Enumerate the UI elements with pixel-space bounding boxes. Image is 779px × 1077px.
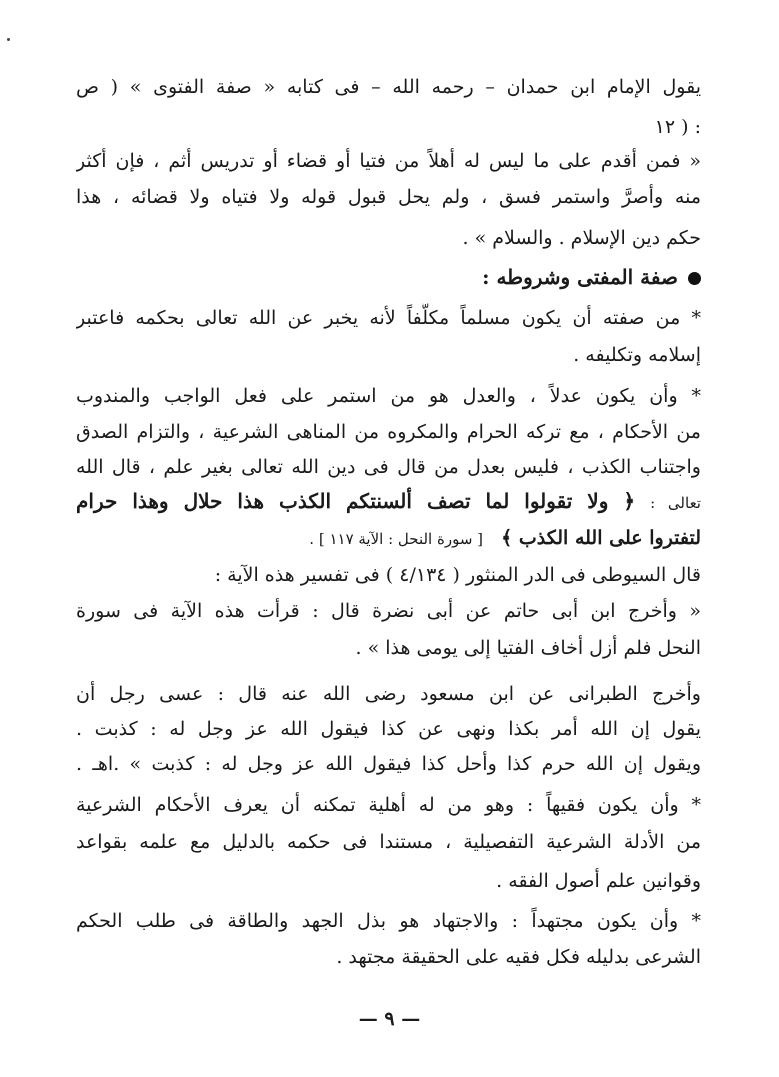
text-line: من الأحكام ، مع تركه الحرام والمكروه من المناهى الشرعية ، والتزام الصدق xyxy=(76,421,701,443)
scan-speck xyxy=(7,38,10,41)
section-heading xyxy=(76,262,701,292)
quran-verse-text: ﴿ ولا تقولوا لما تصف ألسنتكم الكذب هذا حلال وهذا حرام xyxy=(76,489,636,513)
text-line: واجتناب الكذب ، فليس بعدل من قال فى دين الله تعالى بغير علم ، قال الله xyxy=(76,456,701,478)
text-line: حكم دين الإسلام . والسلام » . xyxy=(462,227,701,249)
quran-verse-text: لتفتروا على الله الكذب ﴾ xyxy=(501,527,701,549)
text-line: إسلامه وتكليفه . xyxy=(573,344,701,366)
quran-verse-line xyxy=(76,486,701,518)
text-line: وقوانين علم أصول الفقه . xyxy=(496,870,701,892)
text-line: * وأن يكون مجتهداً : والاجتهاد هو بذل الجهد والطاقة فى طلب الحكم xyxy=(76,910,701,932)
text-line: « وأخرج ابن أبى حاتم عن أبى نضرة قال : قرأت هذه الآية فى سورة xyxy=(76,600,701,622)
bullet-icon xyxy=(688,272,701,285)
text-line: منه وأصرَّ واستمر فسق ، ولم يحل قبول قوله ولا فتياه ولا قضائه ، هذا xyxy=(76,186,701,208)
text-line: يقول الإمام ابن حمدان – رحمه الله – فى كتابه « صفة الفتوى » ( ص xyxy=(76,76,701,98)
text-line: « فمن أقدم على ما ليس له أهلاً من فتيا أو قضاء أو تدريس أثم ، فإن أكثر xyxy=(76,150,701,172)
text-line: ويقول إن الله حرم كذا وأحل كذا فيقول الله عز وجل له : كذبت » .اهـ . xyxy=(76,753,701,775)
text-line: قال السيوطى فى الدر المنثور ( ٤/١٣٤ ) فى تفسير هذه الآية : xyxy=(214,564,701,586)
text-line: * من صفته أن يكون مسلماً مكلَّفاً لأنه يخبر عن الله تعالى بحكمه فاعتبر xyxy=(76,307,701,329)
text-line: يقول إن الله أمر بكذا ونهى عن كذا فيقول الله عز وجل له : كذبت . xyxy=(76,718,701,740)
text-line: من الأدلة الشرعية التفصيلية ، مستندا فى حكمه بالدليل مع علمه بقواعد xyxy=(76,831,701,853)
text-line: النحل فلم أزل أخاف الفتيا إلى يومى هذا » . xyxy=(355,637,701,659)
page-number: — ٩ — xyxy=(358,1008,421,1030)
quran-verse-line xyxy=(76,523,701,554)
text-line: * وأن يكون عدلاً ، والعدل هو من استمر على فعل الواجب والمندوب xyxy=(76,385,701,407)
section-heading-text: صفة المفتى وشروطه : xyxy=(482,265,678,289)
text-line: وأخرج الطبرانى عن ابن مسعود رضى الله عنه قال : عسى رجل أن xyxy=(76,683,701,705)
text-line: : ( ١٢ xyxy=(654,116,701,138)
text-line: * وأن يكون فقيهاً : وهو من له أهلية تمكنه أن يعرف الأحكام الشرعية xyxy=(76,794,701,816)
text-line: الشرعى بدليله فكل فقيه على الحقيقة مجتهد . xyxy=(336,946,701,968)
verse-intro: تعالى : xyxy=(650,494,701,512)
verse-reference: [ سورة النحل : الآية ١١٧ ] . xyxy=(309,530,484,548)
